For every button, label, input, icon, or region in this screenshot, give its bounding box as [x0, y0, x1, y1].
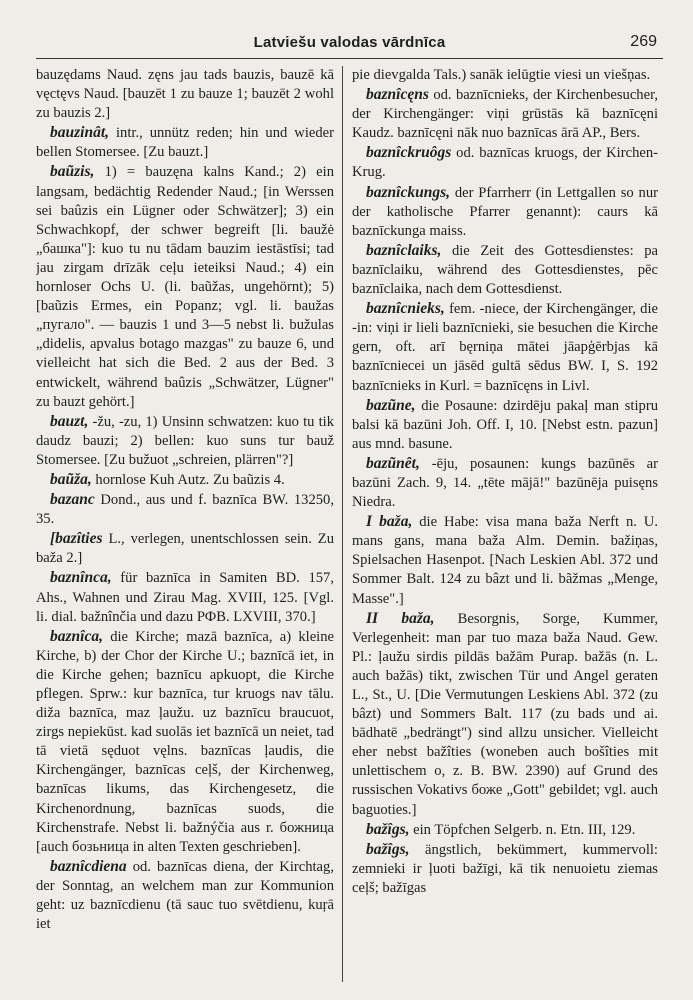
entry-text: die Habe: visa mana baža Nerft n. U. mans gans, mana baža Alm. Demin. bažiņas, Spielsachen Hasenpot. [Nach Leskien Abl. 372 und Sommer Balt. 124 zu bâzt und li. bãžmas „Menge, Masse".]: [352, 514, 658, 607]
dictionary-entry: [352, 840, 658, 898]
dictionary-entry: [352, 241, 658, 299]
dictionary-entry: [352, 512, 658, 608]
dictionary-entry: [36, 162, 334, 411]
left-column: [36, 66, 334, 986]
entry-text: intr., unnütz reden; hin und wieder bellen Stomersee. [Zu bauzt.]: [36, 125, 334, 161]
dictionary-entry: [352, 143, 658, 182]
entry-headword: baznîclaiks,: [366, 241, 442, 259]
dictionary-entry: [36, 66, 334, 123]
entry-headword: bazũnêt,: [366, 454, 420, 472]
entry-headword: bazũne,: [366, 396, 416, 414]
entry-text: od. baznīcas kruogs, der Kirchen-Krug.: [352, 145, 658, 181]
entry-headword: bauzinât,: [50, 124, 110, 142]
dictionary-entry: [36, 529, 334, 568]
entry-headword: [bazîties: [50, 530, 103, 548]
entry-headword: baznîckruôgs: [366, 144, 452, 162]
entry-headword: baznîcęns: [366, 86, 429, 104]
dictionary-entry: [352, 85, 658, 143]
entry-headword: bazanc: [50, 491, 95, 509]
entry-text: die Zeit des Gottesdienstes: pa baznīclaiku, während des Gottesdienstes, pēc baznīclaika, nach dem Gottesdienst.: [352, 242, 658, 298]
entry-headword: baznîcnieks,: [366, 300, 445, 318]
running-title: Latviešu valodas vārdnīca: [253, 34, 446, 51]
entry-headword: I baža,: [366, 513, 413, 531]
dictionary-entry: [352, 609, 658, 820]
entry-text: 1) = bauzęna kalns Kand.; 2) ein langsam, bedächtig Redender Naud.; [in Werssen sei baûzis ein Lügner oder Schwätzer]; 3) ein Schwachkopf, der schwer begreift [li. baužė „башка"]: kuo tu nu tādam bauzim iestāstīsi; tad jau zirgam drīzāk ceļu ieteiksi Naud.; 4) ein hornloser Ochs U. (li. baũžas, ungehörnt); 5) [baũzis Ermes, ein Popanz; vgl. li. baužas „пугало". — bauzis 1 und 3—5 nebst li. bužulas „didelis, apvalus botago mazgas" zu bauze 6, und vielleicht hat sich die Bed. 2 aus der Bed. 3 entwickelt, während baûzis „Schwätzer, Lügner" zu bauzt gehört.]: [36, 164, 334, 410]
entry-text: bauzędams Naud. zęns jau tads bauzis, bauzē kā vęctęvs Naud. [bauzēt 1 zu bauze 1; bauzēt 2 wohl zu bauzis 2.]: [36, 67, 334, 122]
entry-headword: II baža,: [366, 609, 435, 627]
dictionary-entry: [36, 857, 334, 934]
entry-headword: bauzt,: [50, 412, 89, 430]
dictionary-entry: [36, 123, 334, 162]
entry-text: od. baznīcas diena, der Kirchtag, der Sonntag, an welchem man zur Kommunion geht: uz baznīcdienu (tā sauc tuo svētdienu, kuŗā iet: [36, 858, 334, 933]
dictionary-entry: [36, 627, 334, 857]
entry-text: ein Töpfchen Selgerb. n. Etn. III, 129.: [409, 821, 636, 838]
page-number: 269: [630, 33, 657, 50]
dictionary-entry: [36, 568, 334, 626]
entry-text: L., verlegen, unentschlossen sein. Zu baža 2.]: [36, 531, 334, 567]
entry-text: -ēju, posaunen: kungs bazūnēs ar bazūni Zach. 9, 14. „tēte mājā!" bazūnēja puisęns Niedra.: [352, 455, 658, 511]
entry-text: Besorgnis, Sorge, Kummer, Verlegenheit: man par tuo maza baža Naud. Gew. Pl.: ļaužu sirdis pildās bažām Purap. bažās (n. L. auch bažās) tikt, zwischen Tür und Angel geraten L., St., U. [Die Vermutungen Leskiens Abl. 372 (zu bâzt) und Sommers Balt. 117 (zu bads und ai. bādhatē „bedrängt") sind allzu unsicher. Vielleicht eher nebst bažîties (woneben auch bošîties mit unlettischem o, z. B. BW. 2390) auf Grund des russischen Vokativs божe „Gott" gebildet; vgl. auch baguoties.]: [352, 610, 658, 818]
entry-text: od. baznīcnieks, der Kirchenbesucher, der Kirchengänger: viņi grūstās kā baznīcęni Kaudz. baznīcęni nāk nuo baznīcas ārā AP., Bers.: [352, 87, 658, 142]
entry-headword: bažîgs,: [366, 840, 410, 858]
entry-text: für baznīca in Samiten BD. 157, Ahs., Wahnen und Zirau Mag. XVIII, 125. [Vgl. li. dial. bažnînčia und dazu РФВ. LXVIII, 370.]: [36, 570, 334, 625]
entry-text: Dond., aus und f. baznīca BW. 13250, 35.: [36, 492, 334, 528]
entry-headword: baũža,: [50, 470, 92, 488]
entry-text: hornlose Kuh Autz. Zu baũzis 4.: [91, 471, 285, 488]
entry-headword: baznînca,: [50, 569, 112, 587]
entry-text: -žu, -zu, 1) Unsinn schwatzen: kuo tu tik daudz bauzi; 2) bellen: kuo suns tur bauž Stomersee. [Zu bužuot „schreien, plärren"?]: [36, 413, 334, 468]
dictionary-entry: [352, 183, 658, 241]
entry-text: der Pfarrherr (in Lettgallen so nur der katholische Pfarrer genannt): caurs kā baznīckunga maiss.: [352, 184, 658, 239]
dictionary-entry: [352, 820, 658, 840]
page-header: [36, 30, 663, 59]
entry-headword: baznîca,: [50, 627, 103, 645]
entry-text: fem. -niece, der Kirchengänger, die -in: viņi ir lieli baznīcnieki, sie besuchen die Kirche gern, oft. arī bęrniņa mātei jāapģērbjas kā baznīcniecei un jāsēd gultā sēdus BW. I, S. 192 baznīcnieks in Kurl. = baznīcęns in Livl.: [352, 301, 658, 394]
dictionary-entry: [36, 490, 334, 529]
dictionary-entry: [352, 66, 658, 85]
dictionary-entry: [352, 299, 658, 395]
entry-text: die Posaune: dzirdēju pakaļ man stipru balsi kā bazūni Joh. Off. I, 10. [Nebst estn. pazun] aus mnd. basune.: [352, 397, 658, 452]
dictionary-entry: [36, 470, 334, 490]
dictionary-entry: [352, 396, 658, 454]
entry-text: die Kirche; mazā baznīca, a) kleine Kirche, b) der Chor der Kirche U.; baznīcā iet, in die Kirche gehen; baznīcu apkuopt, die Kirche pflegen. Sprw.: kur baznīca, tur kruogs nav tālu. diža baznīca, maz ļaužu. uz baznīcu braucuot, zirgs nepiekūst. kad suolās iet baznīcā un neiet, tad tā vietā sęduot vęlns. baznīcas ļaudis, die Kirchengänger, baznīcas ceļš, der Kirchenweg, baznīcas likums, das Kirchengesetz, die Kirchenordnung, baznīcas suods, die Kirchenstrafe. Nebst li. bažnýčia aus r. божница [auch бозьница in alten Texten geschrieben].: [36, 628, 334, 855]
dictionary-entry: [352, 454, 658, 512]
entry-headword: baznîcdiena: [50, 857, 127, 875]
entry-text: pie dievgalda Tals.) sanāk ielūgtie viesi un viešņas.: [352, 67, 651, 83]
column-divider: [342, 66, 343, 982]
entry-headword: bažîgs,: [366, 820, 410, 838]
right-column: [352, 66, 658, 986]
entry-headword: baznîckungs,: [366, 183, 450, 201]
entry-headword: baũzis,: [50, 163, 95, 181]
entry-text: ängstlich, bekümmert, kummervoll: zemnieki ir ļuoti bažīgi, kā tik nenuoietu ziemas ceļš; bažīgas: [352, 841, 658, 896]
dictionary-entry: [36, 412, 334, 470]
